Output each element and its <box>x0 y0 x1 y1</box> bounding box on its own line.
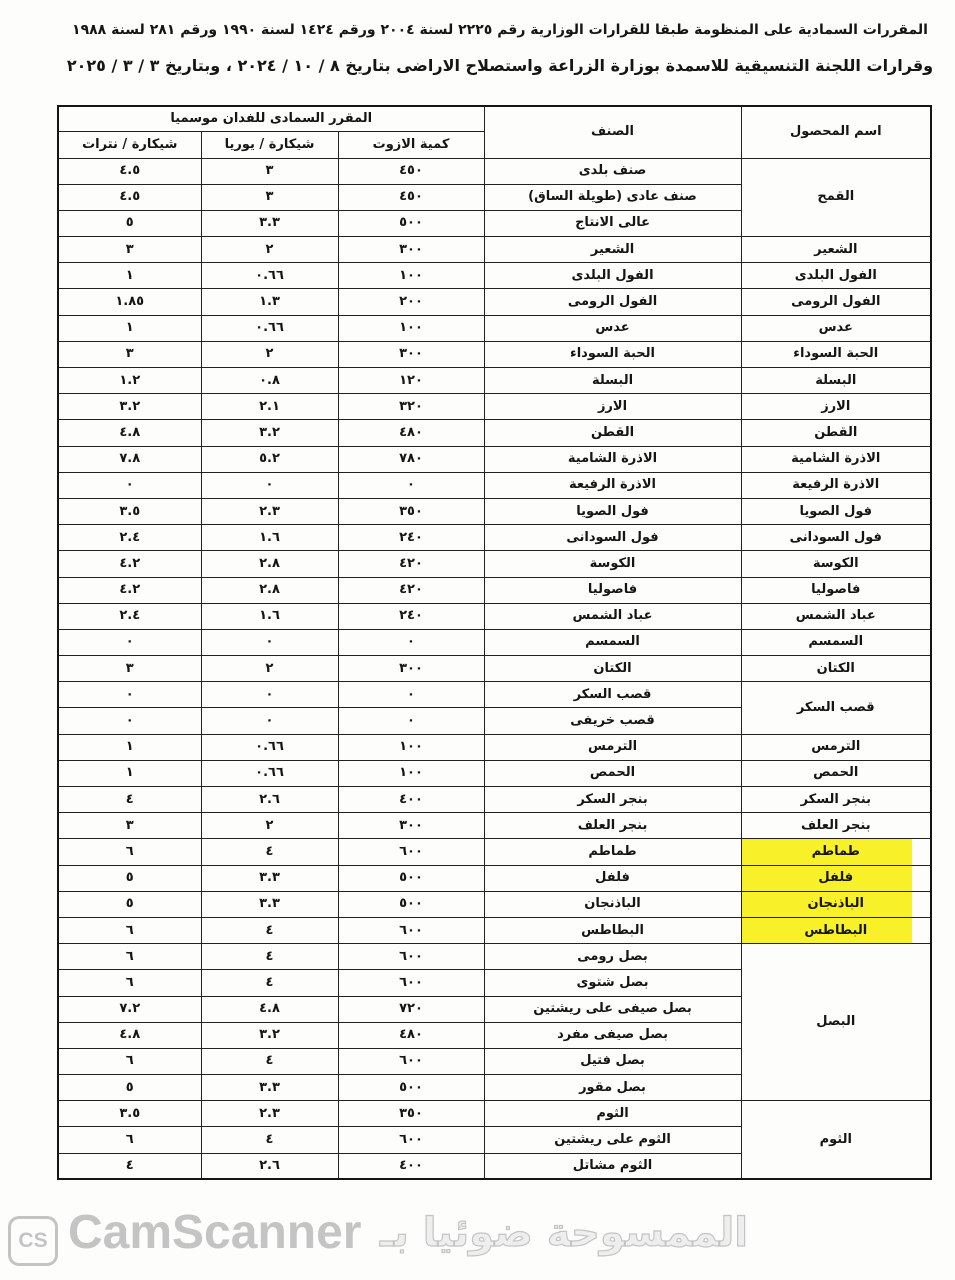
variety-cell: عالى الانتاج <box>484 210 741 236</box>
nitrate-bags-cell: ٤.٥ <box>58 158 201 184</box>
nitrate-bags-cell: ٠ <box>58 682 201 708</box>
crop-name-cell: الارز <box>741 394 931 420</box>
variety-cell: بصل شتوى <box>484 970 741 996</box>
variety-cell: الاذرة الرفيعة <box>484 472 741 498</box>
nitrate-bags-cell: ٤.٥ <box>58 184 201 210</box>
nitrogen-quantity-cell: ٢٠٠ <box>338 289 484 315</box>
variety-cell: الثوم <box>484 1101 741 1127</box>
crop-name-cell: السمسم <box>741 629 931 655</box>
urea-bags-cell: ٣.٣ <box>201 891 338 917</box>
table-row <box>58 315 931 341</box>
nitrogen-quantity-cell: ٤٢٠ <box>338 577 484 603</box>
crop-name-cell: الاذرة الرفيعة <box>741 472 931 498</box>
crop-name-cell: فلفل <box>741 865 931 891</box>
urea-bags-cell: ١.٣ <box>201 289 338 315</box>
urea-bags-cell: ٤ <box>201 944 338 970</box>
urea-bags-cell: ٥.٢ <box>201 446 338 472</box>
table-row <box>58 1101 931 1127</box>
crop-name-cell: البسلة <box>741 368 931 394</box>
nitrogen-quantity-cell: ٥٠٠ <box>338 865 484 891</box>
header-urea-bags: شيكارة / يوريا <box>201 131 338 158</box>
crop-name-cell: بنجر السكر <box>741 787 931 813</box>
variety-cell: فول الصويا <box>484 498 741 524</box>
title-line-1: المقررات السمادية على المنظومة طبقا للقرارات الوزارية رقم ٢٢٢٥ لسنة ٢٠٠٤ ورقم ١٤٢٤ لسنة ١٩٩٠ ورقم ٢٨١ لسنة ١٩٨٨ <box>72 22 928 38</box>
crop-name-cell: بنجر العلف <box>741 813 931 839</box>
scanned-by-text: الممسوحة ضوئيا بـ <box>380 1210 748 1256</box>
nitrogen-quantity-cell: ٠ <box>338 708 484 734</box>
nitrate-bags-cell: ١ <box>58 734 201 760</box>
nitrate-bags-cell: ٣.٥ <box>58 1101 201 1127</box>
table-row <box>58 917 931 943</box>
crop-name-cell: فاصوليا <box>741 577 931 603</box>
nitrogen-quantity-cell: ٤٠٠ <box>338 787 484 813</box>
urea-bags-cell: ٠.٦٦ <box>201 760 338 786</box>
urea-bags-cell: ١.٦ <box>201 603 338 629</box>
variety-cell: عباد الشمس <box>484 603 741 629</box>
urea-bags-cell: ٢ <box>201 656 338 682</box>
nitrogen-quantity-cell: ٤٢٠ <box>338 551 484 577</box>
nitrogen-quantity-cell: ٦٠٠ <box>338 917 484 943</box>
camscanner-logo <box>8 1216 58 1266</box>
urea-bags-cell: ٣.٣ <box>201 210 338 236</box>
nitrate-bags-cell: ٣ <box>58 656 201 682</box>
title-line-2: وقرارات اللجنة التنسيقية للاسمدة بوزارة الزراعة واستصلاح الاراضى بتاريخ ٨ / ١٠ / ٢٠٢٤ ، وبتاريخ ٣ / ٣ / ٢٠٢٥ <box>66 56 934 75</box>
nitrogen-quantity-cell: ٣٥٠ <box>338 498 484 524</box>
table-row <box>58 551 931 577</box>
variety-cell: بصل صيفى مفرد <box>484 1022 741 1048</box>
variety-cell: بنجر السكر <box>484 787 741 813</box>
variety-cell: صنف بلدى <box>484 158 741 184</box>
table-row <box>58 787 931 813</box>
table-row <box>58 341 931 367</box>
nitrogen-quantity-cell: ٣٠٠ <box>338 813 484 839</box>
urea-bags-cell: ٠ <box>201 682 338 708</box>
nitrate-bags-cell: ٣.٥ <box>58 498 201 524</box>
variety-cell: الحمص <box>484 760 741 786</box>
urea-bags-cell: ٢.٣ <box>201 1101 338 1127</box>
table-row <box>58 813 931 839</box>
table-row <box>58 734 931 760</box>
nitrate-bags-cell: ٤ <box>58 787 201 813</box>
urea-bags-cell: ٣.٣ <box>201 865 338 891</box>
nitrate-bags-cell: ١.٨٥ <box>58 289 201 315</box>
nitrate-bags-cell: ٤.٢ <box>58 577 201 603</box>
urea-bags-cell: ٠ <box>201 708 338 734</box>
nitrate-bags-cell: ٥ <box>58 210 201 236</box>
crop-name-cell: الباذنجان <box>741 891 931 917</box>
urea-bags-cell: ٤ <box>201 839 338 865</box>
camscanner-logo-letters: CS <box>18 1229 48 1252</box>
nitrate-bags-cell: ٦ <box>58 944 201 970</box>
urea-bags-cell: ٠ <box>201 629 338 655</box>
variety-cell: بصل مقور <box>484 1075 741 1101</box>
nitrogen-quantity-cell: ٢٤٠ <box>338 603 484 629</box>
variety-cell: الكوسة <box>484 551 741 577</box>
urea-bags-cell: ٤.٨ <box>201 996 338 1022</box>
crop-name-cell: الحمص <box>741 760 931 786</box>
variety-cell: بصل صيفى على ريشتين <box>484 996 741 1022</box>
urea-bags-cell: ٣.٢ <box>201 1022 338 1048</box>
variety-cell: فلفل <box>484 865 741 891</box>
variety-cell: صنف عادى (طويلة الساق) <box>484 184 741 210</box>
crop-name-cell: الترمس <box>741 734 931 760</box>
nitrogen-quantity-cell: ٠ <box>338 472 484 498</box>
nitrogen-quantity-cell: ١٠٠ <box>338 263 484 289</box>
crop-name-cell: عدس <box>741 315 931 341</box>
crop-name-cell: قصب السكر <box>741 682 931 734</box>
nitrate-bags-cell: ٢.٤ <box>58 525 201 551</box>
urea-bags-cell: ٢.٦ <box>201 787 338 813</box>
nitrogen-quantity-cell: ١٠٠ <box>338 315 484 341</box>
nitrate-bags-cell: ٤.٢ <box>58 551 201 577</box>
nitrate-bags-cell: ٦ <box>58 1048 201 1074</box>
urea-bags-cell: ٤ <box>201 1127 338 1153</box>
variety-cell: عدس <box>484 315 741 341</box>
nitrate-bags-cell: ١.٢ <box>58 368 201 394</box>
nitrate-bags-cell: ٣ <box>58 237 201 263</box>
nitrate-bags-cell: ٠ <box>58 472 201 498</box>
nitrogen-quantity-cell: ٦٠٠ <box>338 1127 484 1153</box>
nitrogen-quantity-cell: ٥٠٠ <box>338 210 484 236</box>
variety-cell: الشعير <box>484 237 741 263</box>
urea-bags-cell: ٣ <box>201 184 338 210</box>
urea-bags-cell: ٣.٣ <box>201 1075 338 1101</box>
urea-bags-cell: ٢.٨ <box>201 577 338 603</box>
crop-name-cell: عباد الشمس <box>741 603 931 629</box>
urea-bags-cell: ٤ <box>201 917 338 943</box>
crop-name-cell: طماطم <box>741 839 931 865</box>
crop-name-cell: الفول البلدى <box>741 263 931 289</box>
nitrogen-quantity-cell: ٧٨٠ <box>338 446 484 472</box>
crop-name-cell: الحبة السوداء <box>741 341 931 367</box>
nitrate-bags-cell: ١ <box>58 263 201 289</box>
table-row <box>58 237 931 263</box>
nitrate-bags-cell: ٢.٤ <box>58 603 201 629</box>
urea-bags-cell: ٢ <box>201 813 338 839</box>
urea-bags-cell: ٤ <box>201 1048 338 1074</box>
crop-name-cell: فول الصويا <box>741 498 931 524</box>
nitrate-bags-cell: ٣ <box>58 341 201 367</box>
crop-name-cell: الكتان <box>741 656 931 682</box>
urea-bags-cell: ٢.١ <box>201 394 338 420</box>
table-row <box>58 420 931 446</box>
urea-bags-cell: ٢.٣ <box>201 498 338 524</box>
nitrogen-quantity-cell: ٣٠٠ <box>338 656 484 682</box>
nitrogen-quantity-cell: ٢٤٠ <box>338 525 484 551</box>
table-header <box>58 106 931 158</box>
nitrate-bags-cell: ٦ <box>58 970 201 996</box>
header-seasonal-allocation-group: المقرر السمادى للفدان موسميا <box>58 106 484 131</box>
variety-cell: فاصوليا <box>484 577 741 603</box>
fertilizer-allocation-table <box>57 105 932 1180</box>
nitrate-bags-cell: ٥ <box>58 1075 201 1101</box>
table-row <box>58 289 931 315</box>
variety-cell: الفول البلدى <box>484 263 741 289</box>
urea-bags-cell: ٢ <box>201 237 338 263</box>
table-row <box>58 760 931 786</box>
variety-cell: البسلة <box>484 368 741 394</box>
variety-cell: قصب السكر <box>484 682 741 708</box>
table-row <box>58 682 931 708</box>
table-body <box>58 158 931 1179</box>
urea-bags-cell: ٠.٦٦ <box>201 315 338 341</box>
nitrogen-quantity-cell: ٤٥٠ <box>338 184 484 210</box>
table-row <box>58 603 931 629</box>
table-row <box>58 839 931 865</box>
table-row <box>58 446 931 472</box>
nitrogen-quantity-cell: ١٠٠ <box>338 734 484 760</box>
variety-cell: الثوم مشاتل <box>484 1153 741 1179</box>
variety-cell: السمسم <box>484 629 741 655</box>
nitrate-bags-cell: ٦ <box>58 917 201 943</box>
table-row <box>58 498 931 524</box>
table-row <box>58 656 931 682</box>
document-title <box>60 12 940 84</box>
nitrogen-quantity-cell: ٤٠٠ <box>338 1153 484 1179</box>
nitrate-bags-cell: ٤.٨ <box>58 420 201 446</box>
header-nitrate-bags: شيكارة / نترات <box>58 131 201 158</box>
table-row <box>58 577 931 603</box>
nitrogen-quantity-cell: ٥٠٠ <box>338 891 484 917</box>
variety-cell: القطن <box>484 420 741 446</box>
nitrate-bags-cell: ٣ <box>58 813 201 839</box>
crop-name-cell: الشعير <box>741 237 931 263</box>
nitrogen-quantity-cell: ٦٠٠ <box>338 970 484 996</box>
urea-bags-cell: ٣ <box>201 158 338 184</box>
nitrate-bags-cell: ٤ <box>58 1153 201 1179</box>
header-nitrogen-quantity: كمية الازوت <box>338 131 484 158</box>
nitrogen-quantity-cell: ٠ <box>338 629 484 655</box>
variety-cell: الارز <box>484 394 741 420</box>
crop-name-cell: البطاطس <box>741 917 931 943</box>
nitrate-bags-cell: ٥ <box>58 865 201 891</box>
nitrogen-quantity-cell: ٧٢٠ <box>338 996 484 1022</box>
urea-bags-cell: ٢.٦ <box>201 1153 338 1179</box>
urea-bags-cell: ٠ <box>201 472 338 498</box>
nitrate-bags-cell: ١ <box>58 760 201 786</box>
table-row <box>58 263 931 289</box>
nitrate-bags-cell: ٦ <box>58 1127 201 1153</box>
table-row <box>58 629 931 655</box>
nitrate-bags-cell: ١ <box>58 315 201 341</box>
variety-cell: الاذرة الشامية <box>484 446 741 472</box>
nitrogen-quantity-cell: ٤٨٠ <box>338 1022 484 1048</box>
nitrogen-quantity-cell: ٦٠٠ <box>338 839 484 865</box>
header-crop-name: اسم المحصول <box>741 106 931 158</box>
crop-name-cell: الاذرة الشامية <box>741 446 931 472</box>
table-row <box>58 525 931 551</box>
crop-name-cell: فول السودانى <box>741 525 931 551</box>
nitrogen-quantity-cell: ٣٠٠ <box>338 237 484 263</box>
nitrate-bags-cell: ٠ <box>58 708 201 734</box>
variety-cell: البطاطس <box>484 917 741 943</box>
table-row <box>58 394 931 420</box>
nitrate-bags-cell: ٧.٢ <box>58 996 201 1022</box>
variety-cell: الحبة السوداء <box>484 341 741 367</box>
variety-cell: بصل رومى <box>484 944 741 970</box>
nitrate-bags-cell: ٠ <box>58 629 201 655</box>
variety-cell: بنجر العلف <box>484 813 741 839</box>
urea-bags-cell: ٤ <box>201 970 338 996</box>
variety-cell: الباذنجان <box>484 891 741 917</box>
urea-bags-cell: ١.٦ <box>201 525 338 551</box>
header-variety: الصنف <box>484 106 741 158</box>
table-row <box>58 158 931 184</box>
nitrate-bags-cell: ٤.٨ <box>58 1022 201 1048</box>
crop-name-cell: البصل <box>741 944 931 1101</box>
variety-cell: الفول الرومى <box>484 289 741 315</box>
nitrogen-quantity-cell: ٣٠٠ <box>338 341 484 367</box>
nitrogen-quantity-cell: ٣٢٠ <box>338 394 484 420</box>
urea-bags-cell: ٠.٦٦ <box>201 263 338 289</box>
nitrogen-quantity-cell: ١٠٠ <box>338 760 484 786</box>
crop-name-cell: الثوم <box>741 1101 931 1180</box>
crop-name-cell: القطن <box>741 420 931 446</box>
nitrogen-quantity-cell: ٣٥٠ <box>338 1101 484 1127</box>
urea-bags-cell: ٠.٨ <box>201 368 338 394</box>
table-row <box>58 472 931 498</box>
variety-cell: فول السودانى <box>484 525 741 551</box>
nitrate-bags-cell: ٣.٢ <box>58 394 201 420</box>
urea-bags-cell: ٢ <box>201 341 338 367</box>
header-row-1 <box>58 106 931 131</box>
table-row <box>58 368 931 394</box>
table-row <box>58 944 931 970</box>
nitrate-bags-cell: ٧.٨ <box>58 446 201 472</box>
nitrate-bags-cell: ٥ <box>58 891 201 917</box>
urea-bags-cell: ٢.٨ <box>201 551 338 577</box>
nitrogen-quantity-cell: ٠ <box>338 682 484 708</box>
variety-cell: الكتان <box>484 656 741 682</box>
nitrogen-quantity-cell: ٦٠٠ <box>338 944 484 970</box>
variety-cell: قصب خريفى <box>484 708 741 734</box>
urea-bags-cell: ٣.٢ <box>201 420 338 446</box>
variety-cell: بصل فتيل <box>484 1048 741 1074</box>
crop-name-cell: الكوسة <box>741 551 931 577</box>
nitrogen-quantity-cell: ٥٠٠ <box>338 1075 484 1101</box>
nitrate-bags-cell: ٦ <box>58 839 201 865</box>
variety-cell: طماطم <box>484 839 741 865</box>
crop-name-cell: القمح <box>741 158 931 237</box>
urea-bags-cell: ٠.٦٦ <box>201 734 338 760</box>
table-row <box>58 891 931 917</box>
nitrogen-quantity-cell: ٤٨٠ <box>338 420 484 446</box>
camscanner-brand-text: CamScanner <box>68 1206 362 1259</box>
variety-cell: الثوم على ريشتين <box>484 1127 741 1153</box>
table-row <box>58 865 931 891</box>
nitrogen-quantity-cell: ٤٥٠ <box>338 158 484 184</box>
nitrogen-quantity-cell: ٦٠٠ <box>338 1048 484 1074</box>
variety-cell: الترمس <box>484 734 741 760</box>
crop-name-cell: الفول الرومى <box>741 289 931 315</box>
nitrogen-quantity-cell: ١٢٠ <box>338 368 484 394</box>
